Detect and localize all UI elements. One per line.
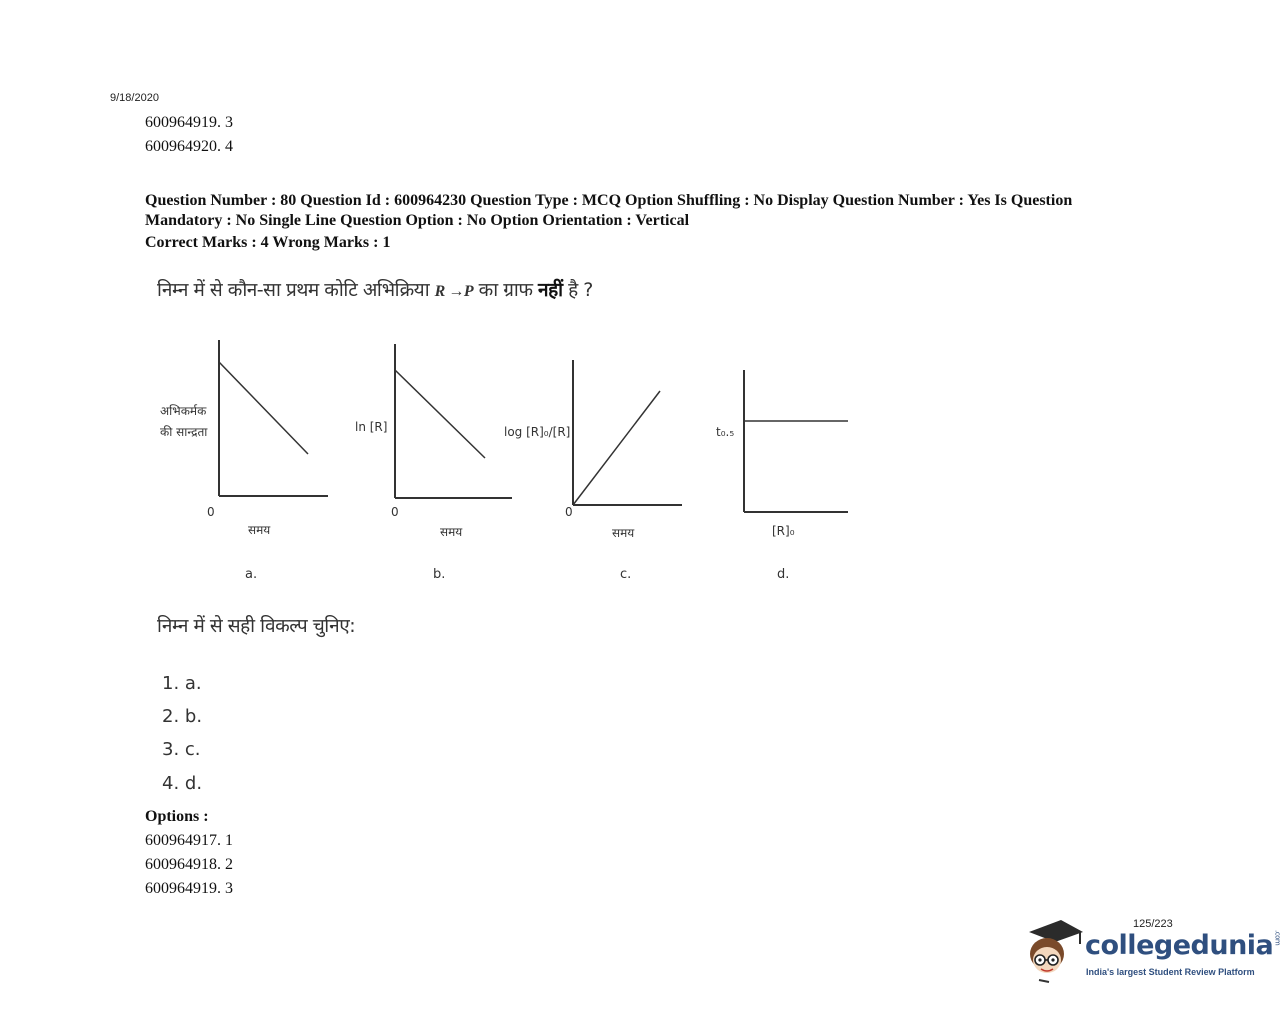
brand-tagline: India's largest Student Review Platform xyxy=(1086,967,1255,977)
graphs-svg xyxy=(140,330,870,592)
graph-d-xlabel: [R]₀ xyxy=(772,524,795,538)
graph-b-origin: 0 xyxy=(391,505,399,519)
graph-c-label: c. xyxy=(620,567,632,582)
prev-option-line: 600964919. 3 xyxy=(145,114,233,131)
mascot-logo-icon xyxy=(1025,918,1087,993)
graph-b xyxy=(355,344,512,582)
prev-option-line: 600964920. 4 xyxy=(145,138,233,155)
graph-a-xlabel: समय xyxy=(248,523,271,537)
choice-item: 4. d. xyxy=(162,773,203,794)
question-marks: Correct Marks : 4 Wrong Marks : 1 xyxy=(145,234,391,251)
question-text-mid: का ग्राफ xyxy=(478,279,533,301)
graph-c-origin: 0 xyxy=(565,505,573,519)
option-id-line: 600964918. 2 xyxy=(145,856,233,873)
option-id-line: 600964917. 1 xyxy=(145,832,233,849)
question-text-end: है ? xyxy=(568,279,593,301)
graph-a-origin: 0 xyxy=(207,505,215,519)
brand-name xyxy=(1085,930,1281,961)
options-heading: Options : xyxy=(145,808,209,825)
brand-text: collegedunia xyxy=(1085,930,1274,961)
question-meta-line: Mandatory : No Single Line Question Option : No Option Orientation : Vertical xyxy=(145,212,690,229)
graphs-figure xyxy=(140,330,870,597)
question-text-negation: नहीं xyxy=(538,279,563,301)
graph-c-ylabel: log [R]₀/[R] xyxy=(504,425,571,439)
print-date: 9/18/2020 xyxy=(110,92,159,104)
graph-a-plot-line xyxy=(219,362,308,454)
choice-item: 1. a. xyxy=(162,673,202,694)
graph-b-plot-line xyxy=(395,370,485,458)
graph-c-xlabel: समय xyxy=(612,526,635,540)
question-meta-line: Question Number : 80 Question Id : 600964230 Question Type : MCQ Option Shuffling : No Display Question Number : Yes Is Question xyxy=(145,192,1073,209)
graph-c xyxy=(504,360,682,582)
graph-d-ylabel: t₀.₅ xyxy=(716,425,735,439)
graph-d-label: d. xyxy=(777,567,790,582)
graph-a-label: a. xyxy=(245,567,258,582)
graph-c-plot-line xyxy=(573,391,660,505)
reaction-formula: R →P xyxy=(434,283,474,300)
choice-item: 3. c. xyxy=(162,739,201,760)
graph-b-ylabel: ln [R] xyxy=(355,420,388,434)
option-id-line: 600964919. 3 xyxy=(145,880,233,897)
brand-suffix: .com xyxy=(1273,930,1282,946)
page-number: 125/223 xyxy=(1133,918,1173,930)
graph-b-xlabel: समय xyxy=(440,525,463,539)
graph-a-ylabel: अभिकर्मक xyxy=(160,404,207,418)
graph-a-ylabel-2: की सान्द्रता xyxy=(160,425,208,439)
instruction-text: निम्न में से सही विकल्प चुनिए: xyxy=(157,615,356,637)
question-text xyxy=(157,276,593,302)
graph-a xyxy=(160,340,328,582)
question-text-start: निम्न में से कौन-सा प्रथम कोटि अभिक्रिया xyxy=(157,279,430,301)
graph-b-label: b. xyxy=(433,567,446,582)
choice-item: 2. b. xyxy=(162,706,203,727)
question-meta xyxy=(145,191,1165,231)
graph-d xyxy=(716,370,848,582)
